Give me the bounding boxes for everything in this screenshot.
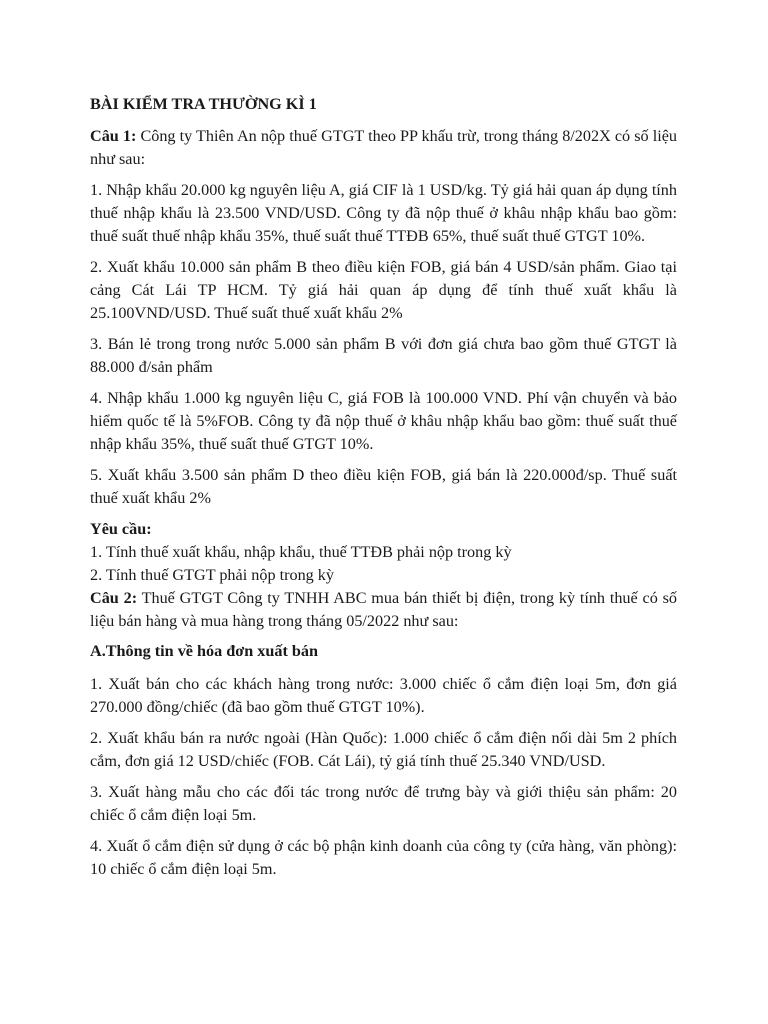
- document-title: BÀI KIỂM TRA THƯỜNG KÌ 1: [90, 95, 317, 113]
- q1-label: Câu 1:: [90, 127, 137, 145]
- q1-item-4: 4. Nhập khẩu 1.000 kg nguyên liệu C, giá FOB là 100.000 VND. Phí vận chuyển và bảo hiểm quốc tế là 5%FOB. Công ty đã nộp thuế ở khâu nhập khẩu bao gồm: thuế suất thuế nhập khẩu 35%, thuế suất thuế GTGT 10%.: [90, 389, 677, 453]
- q1-item-2: 2. Xuất khẩu 10.000 sản phẩm B theo điều kiện FOB, giá bán 4 USD/sản phẩm. Giao tại cảng Cát Lái TP HCM. Tỷ giá hải quan áp dụng để tính thuế xuất khẩu là 25.100VND/USD. Thuế suất thuế xuất khẩu 2%: [90, 258, 677, 322]
- q1-item-5: 5. Xuất khẩu 3.500 sản phẩm D theo điều kiện FOB, giá bán là 220.000đ/sp. Thuế suất thuế xuất khẩu 2%: [90, 466, 677, 507]
- requirement-2: 2. Tính thuế GTGT phải nộp trong kỳ: [90, 566, 334, 584]
- q2-label: Câu 2:: [90, 589, 138, 607]
- q2-item-4: 4. Xuất ổ cắm điện sử dụng ở các bộ phận kinh doanh của công ty (cửa hàng, văn phòng): 10 chiếc ổ cắm điện loại 5m.: [90, 837, 677, 878]
- q1-intro: [90, 125, 677, 171]
- q1-intro-text: Công ty Thiên An nộp thuế GTGT theo PP khấu trừ, trong tháng 8/202X có số liệu như sau:: [90, 127, 677, 168]
- q2-item-3: 3. Xuất hàng mẫu cho các đối tác trong nước để trưng bày và giới thiệu sản phẩm: 20 chiếc ổ cắm điện loại 5m.: [90, 783, 677, 824]
- q1-item-1: 1. Nhập khẩu 20.000 kg nguyên liệu A, giá CIF là 1 USD/kg. Tỷ giá hải quan áp dụng tính thuế nhập khẩu là 23.500 VND/USD. Công ty đã nộp thuế ở khâu nhập khẩu bao gồm: thuế suất thuế nhập khẩu 35%, thuế suất thuế TTĐB 65%, thuế suất thuế GTGT 10%.: [90, 181, 677, 245]
- q2-item-1: 1. Xuất bán cho các khách hàng trong nước: 3.000 chiếc ổ cắm điện loại 5m, đơn giá 270.000 đồng/chiếc (đã bao gồm thuế GTGT 10%).: [90, 675, 677, 716]
- section-a-heading: A.Thông tin về hóa đơn xuất bán: [90, 642, 319, 660]
- q2-intro: [90, 587, 677, 633]
- requirement-1: 1. Tính thuế xuất khẩu, nhập khẩu, thuế TTĐB phải nộp trong kỳ: [90, 543, 512, 561]
- q2-intro-text: Thuế GTGT Công ty TNHH ABC mua bán thiết bị điện, trong kỳ tính thuế có số liệu bán hàng và mua hàng trong tháng 05/2022 như sau:: [90, 589, 677, 630]
- requirements-heading: Yêu cầu:: [90, 520, 152, 538]
- q1-item-3: 3. Bán lẻ trong trong nước 5.000 sản phẩm B với đơn giá chưa bao gồm thuế GTGT là 88.000 đ/sản phẩm: [90, 335, 677, 376]
- q2-item-2: 2. Xuất khẩu bán ra nước ngoài (Hàn Quốc): 1.000 chiếc ổ cắm điện nối dài 5m 2 phích cắm, đơn giá 12 USD/chiếc (FOB. Cát Lái), tỷ giá tính thuế 25.340 VND/USD.: [90, 729, 677, 770]
